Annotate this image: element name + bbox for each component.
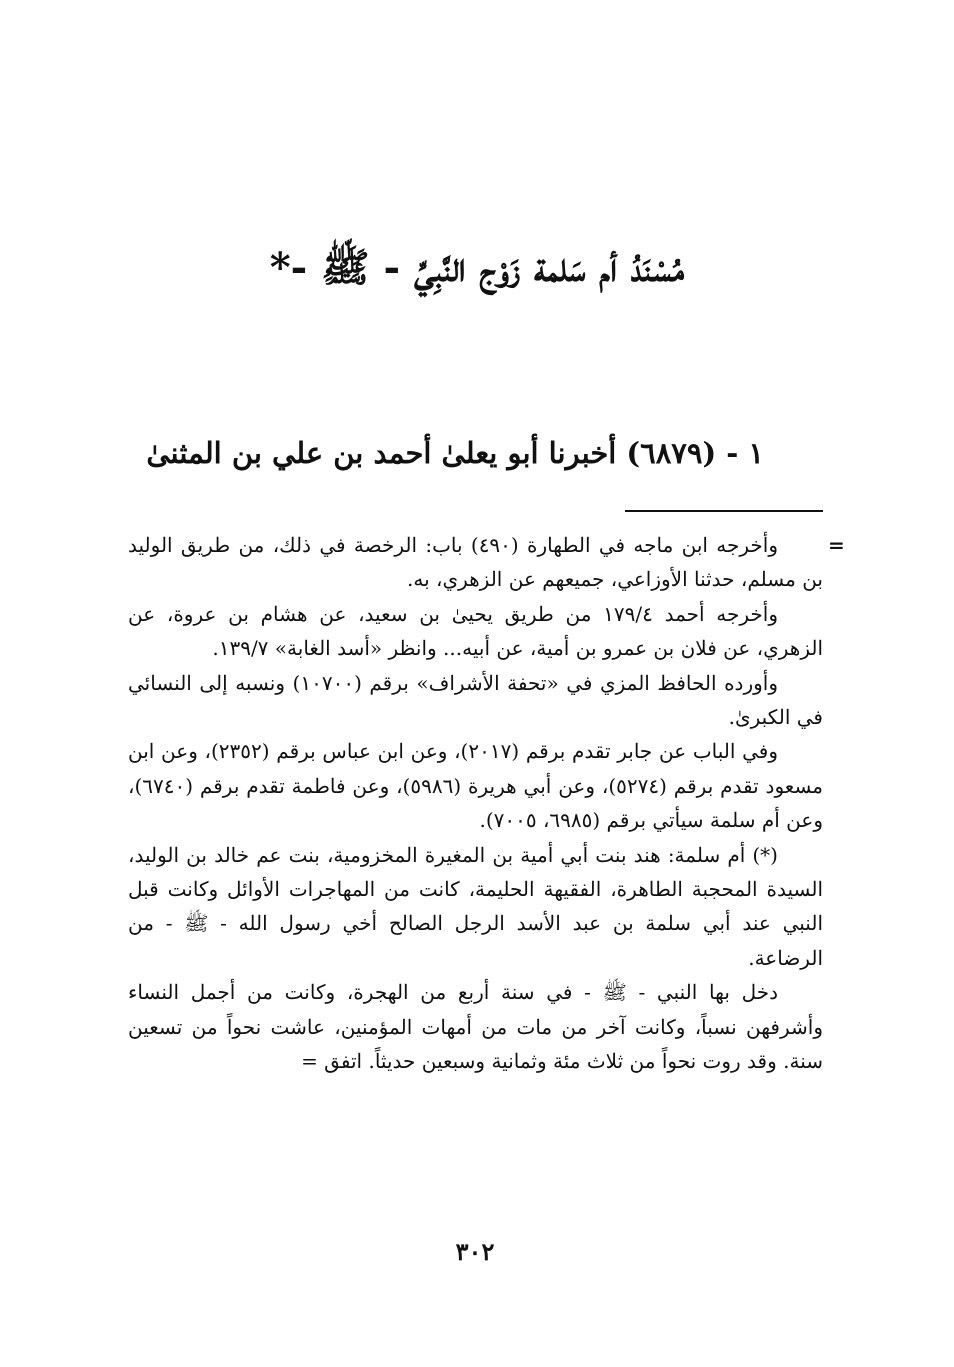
footnotes — [128, 528, 823, 1079]
footnote-paragraph: دخل بها النبي - ﷺ - في سنة أربع من الهجرة، وكانت من أجمل النساء وأشرفهن نسباً، وكانت آخر من مات من أمهات المؤمنين، عاشت نحواً من تسعين سنة. وقد روت نحواً من ثلاث مئة وثمانية وسبعين حديثاً. اتفق = — [128, 980, 823, 1074]
footnote-paragraph: وفي الباب عن جابر تقدم برقم (٢٠١٧)، وعن ابن عباس برقم (٢٣٥٢)، وعن ابن مسعود تقدم برقم (٥٢٧٤)، وعن أبي هريرة (٥٩٨٦)، وعن فاطمة تقدم برقم (٦٧٤٠)، وعن أم سلمة سيأتي برقم (٦٩٨٥، ٧٠٠٥). — [128, 739, 823, 833]
footnote-paragraph: وأخرجه أحمد ١٧٩/٤ من طريق يحيىٰ بن سعيد، عن هشام بن عروة، عن الزهري، عن فلان بن عمرو بن أمية، عن أبيه... وانظر «أسد الغابة» ١٣٩/٧. — [128, 601, 823, 661]
footnote-paragraph: وأخرجه ابن ماجه في الطهارة (٤٩٠) باب: الرخصة في ذلك، من طريق الوليد بن مسلم، حدثنا الأوزاعي، جميعهم عن الزهري، به. — [128, 533, 823, 592]
footnote-paragraph: وأورده الحافظ المزي في «تحفة الأشراف» برقم (١٠٧٠٠) ونسبه إلى النسائي في الكبرىٰ. — [128, 670, 823, 730]
page-title: مُسْنَدُ أم سَلمة زَوْج النَّبِيِّ - ﷺ -* — [269, 244, 685, 291]
hadith-line: ١ - (٦٨٧٩) أخبرنا أبو يعلىٰ أحمد بن علي بن المثنىٰ — [146, 436, 764, 470]
page-number: ٣٠٢ — [455, 1237, 495, 1266]
footnote-divider — [625, 510, 823, 512]
footnote-paragraph: (*) أم سلمة: هند بنت أبي أمية بن المغيرة المخزومية، بنت عم خالد بن الوليد، السيدة المحجبة الطاهرة، الفقيهة الحليمة، كانت من المهاجرات الأوائل وكانت قبل النبي عند أبي سلمة بن عبد الأسد الرجل الصالح أخي رسول الله - ﷺ - من الرضاعة. — [128, 842, 823, 970]
continuation-mark: = — [828, 533, 845, 557]
